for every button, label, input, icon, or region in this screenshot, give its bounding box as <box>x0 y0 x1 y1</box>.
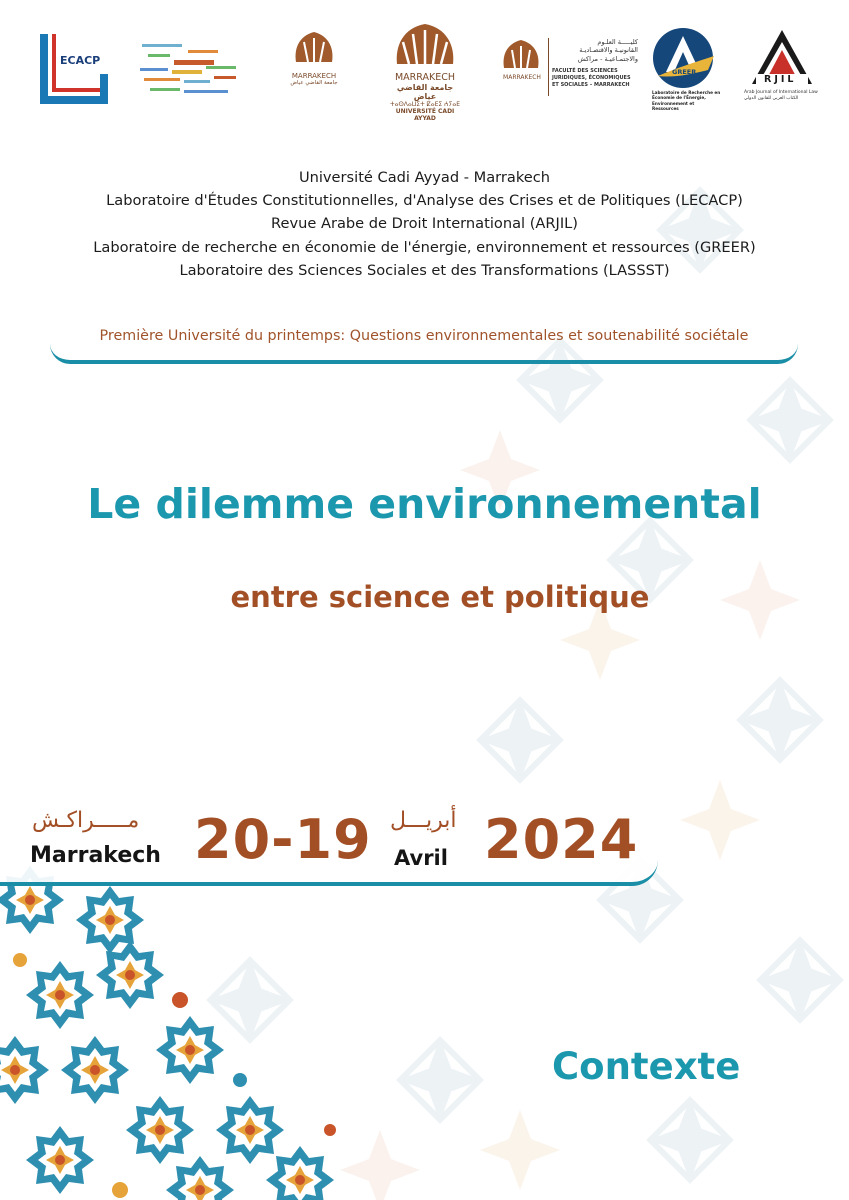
main-logo-tifinagh: ⵜⴰⵙⴷⴰⵡⵉⵜ ⵇⴰⴹⵉ ⵄⵢⴰⴹ <box>389 101 461 108</box>
institution-line: Université Cadi Ayyad - Marrakech <box>298 169 551 186</box>
event-year: 2024 <box>484 808 639 871</box>
university-marrakech-small-logo <box>288 28 340 86</box>
institution-line: Laboratoire de recherche en économie de l'énergie, environnement et ressources (GREER) <box>93 238 756 256</box>
event-banner-text: Première Université du printemps: Questions environnementales et soutenabilité sociétale <box>99 328 749 344</box>
lecacp-logo-text: ECACP <box>60 54 101 67</box>
arjil-caption-1: Arab Journal of International Law <box>744 90 818 95</box>
greer-logo <box>648 28 722 118</box>
greer-logo-text: GREER <box>672 68 697 76</box>
subtitle: entre science et politique <box>230 580 650 614</box>
month-arabic: أبريـــل <box>390 808 457 833</box>
fsjes-latin-3: ET SOCIALES – MARRAKECH <box>552 82 630 88</box>
event-banner <box>50 318 798 364</box>
fsjes-arabic-2: القانونيـة والاقتصـاديـة <box>579 46 638 55</box>
institutions-list <box>0 166 849 282</box>
fsjes-arabic-3: والاجتمـاعيـة - مراكش <box>577 54 638 63</box>
fsjes-arabic-1: كليـــــة العلـوم <box>597 38 638 46</box>
university-cadi-ayyad-logo <box>385 20 465 122</box>
fsjes-marrakech-logo <box>498 38 638 108</box>
main-logo-latin: UNIVERSITÉ CADI AYYAD <box>395 108 455 122</box>
institution-line: Laboratoire d'Études Constitutionnelles, d'Analyse des Crises et de Politiques (LECACP) <box>106 192 743 210</box>
fsjes-logo-text: MARRAKECH <box>503 74 541 81</box>
greer-caption-2: Économie de l'Énergie, <box>652 95 706 101</box>
main-logo-text: MARRAKECH <box>394 72 456 83</box>
lassst-wordcloud-logo <box>138 40 242 102</box>
greer-caption-1: Laboratoire de Recherche en <box>652 90 721 95</box>
lecacp-logo <box>40 34 110 110</box>
institution-line: Revue Arabe de Droit International (ARJIL) <box>271 215 578 233</box>
small-logo-text: MARRAKECH <box>291 72 337 80</box>
month-french: Avril <box>394 846 448 870</box>
arjil-logo-text: RJIL <box>764 74 797 85</box>
institution-line: Laboratoire des Sciences Sociales et des Transformations (LASSST) <box>179 261 670 279</box>
fsjes-latin-1: FACULTÉ DES SCIENCES <box>552 68 618 74</box>
greer-caption-3: Environnement et Ressources <box>652 100 695 112</box>
arjil-caption-2: الكتاب العربي للقانون الدولي <box>744 96 799 101</box>
city-arabic: مـــــراكـش <box>32 808 140 833</box>
section-heading-contexte: Contexte <box>552 1045 741 1088</box>
event-days: 20-19 <box>194 808 372 871</box>
city-french: Marrakech <box>30 843 161 868</box>
small-logo-arabic: جامعة القاضي عياض <box>290 80 338 86</box>
main-logo-arabic: جامعة القاضي عياض <box>396 83 454 101</box>
arjil-logo <box>742 28 822 120</box>
main-title: Le dilemme environnemental <box>87 480 762 528</box>
fsjes-latin-2: JURIDIQUES, ÉCONOMIQUES <box>552 75 631 81</box>
fsjes-divider <box>548 38 549 96</box>
